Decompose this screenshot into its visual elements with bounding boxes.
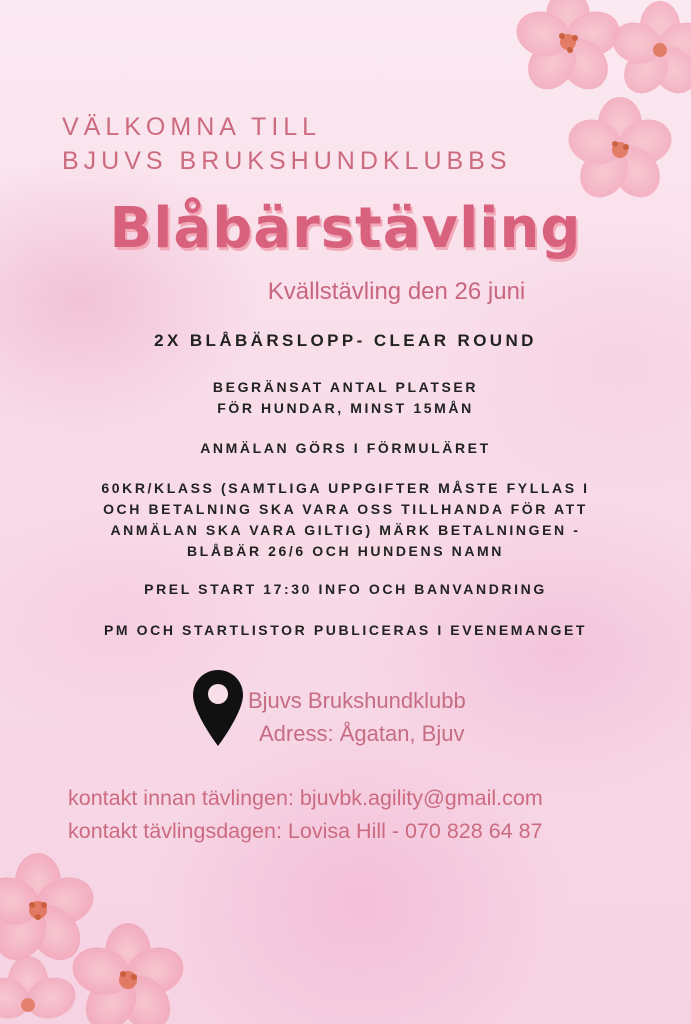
- flower-decoration-top-right: [490, 0, 691, 220]
- location-pin-icon: [193, 670, 243, 746]
- welcome-heading: [62, 110, 512, 178]
- event-title: Blåbärstävling: [109, 196, 582, 261]
- payment-line-3: ANMÄLAN SKA VARA GILTIG) MÄRK BETALNINGEN -: [110, 522, 581, 538]
- publish-info: PM OCH STARTLISTOR PUBLICERAS I EVENEMANGET: [103, 622, 588, 638]
- limit-info: [0, 377, 691, 419]
- contact-block: [68, 782, 543, 848]
- welcome-line-1: VÄLKOMNA TILL: [62, 113, 322, 141]
- start-info: PREL START 17:30 INFO OCH BANVANDRING: [144, 581, 547, 597]
- limit-line-1: BEGRÄNSAT ANTAL PLATSER: [212, 379, 479, 395]
- club-address: Adress: Ågatan, Bjuv: [259, 721, 465, 746]
- location-block: [248, 684, 466, 750]
- registration-info: ANMÄLAN GÖRS I FÖRMULÄRET: [200, 440, 491, 456]
- limit-line-2: FÖR HUNDAR, MINST 15MÅN: [217, 400, 474, 416]
- welcome-line-2: BJUVS BRUKSHUNDKLUBBS: [62, 147, 512, 175]
- payment-line-1: 60KR/KLASS (SAMTLIGA UPPGIFTER MÅSTE FYLLAS I: [101, 480, 590, 496]
- flower-decoration-bottom-left: [0, 840, 200, 1024]
- payment-line-4: BLÅBÄR 26/6 OCH HUNDENS NAMN: [186, 543, 505, 559]
- event-subtitle: Kvällstävling den 26 juni: [267, 278, 526, 305]
- payment-info: [0, 478, 691, 562]
- contact-before: kontakt innan tävlingen: bjuvbk.agility@gmail.com: [68, 786, 543, 810]
- club-name: Bjuvs Brukshundklubb: [248, 688, 466, 713]
- classes-info: 2X BLÅBÄRSLOPP- CLEAR ROUND: [154, 331, 537, 350]
- payment-line-2: OCH BETALNING SKA VARA OSS TILLHANDA FÖR ATT: [103, 501, 588, 517]
- contact-day-of: kontakt tävlingsdagen: Lovisa Hill - 070 828 64 87: [68, 819, 543, 843]
